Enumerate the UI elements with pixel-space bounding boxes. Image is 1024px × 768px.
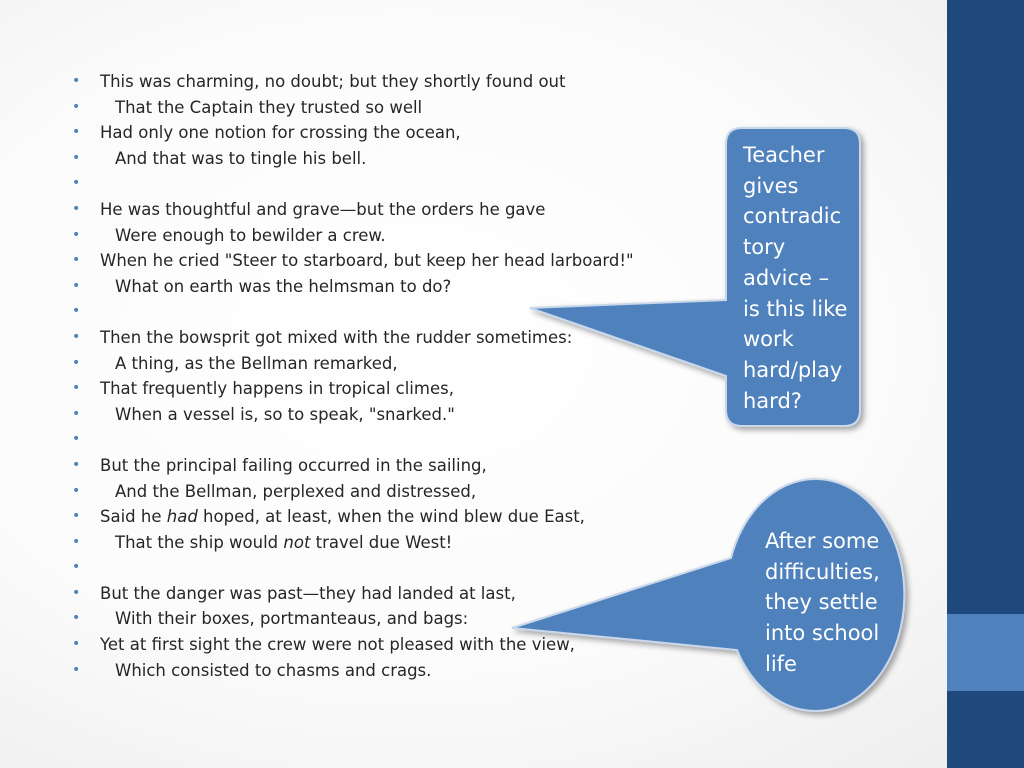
bullet-icon: • [72,456,81,473]
poem-line-text: A thing, as the Bellman remarked, [115,353,398,373]
poem-line-text: That frequently happens in tropical climes, [100,379,454,399]
emphasis-text: not [283,532,311,552]
bullet-icon: • [72,431,81,448]
bullet-icon: • [72,354,81,371]
callout-rect-text: Teacher gives contradic tory advice – is this like work hard/play hard? [743,143,848,413]
poem-line-text: Which consisted to chasms and crags. [115,660,432,680]
bullet-icon: • [72,559,81,576]
bullet-icon: • [72,380,81,397]
poem-line-text: This was charming, no doubt; but they shortly found out [100,72,566,91]
bullet-icon: • [72,661,81,678]
bullet-icon: • [72,200,81,217]
poem-line-text: Yet at first sight the crew were not pleased with the view, [100,635,575,655]
poem-line-text: That the Captain they trusted so well [115,97,423,117]
bullet-icon: • [72,405,81,422]
line-fragment: travel due West! [310,532,453,552]
emphasis-text: had [166,507,198,527]
poem-line-text: Were enough to bewilder a crew. [115,225,386,245]
bullet-icon: • [72,328,81,345]
poem-line-text: Then the bowsprit got mixed with the rudder sometimes: [100,327,573,347]
bullet-icon: • [72,303,81,320]
bullet-icon: • [72,610,81,627]
line-fragment: That the ship would [115,532,284,552]
poem-line-text: And that was to tingle his bell. [115,148,367,168]
bullet-icon: • [72,584,81,601]
bullet-icon: • [72,226,81,243]
poem-line-text: With their boxes, portmanteaus, and bags: [115,609,469,629]
bullet-icon: • [72,73,81,89]
poem-line-text: But the danger was past—they had landed at last, [100,583,516,603]
poem-line-text: He was thoughtful and grave—but the orders he gave [100,199,546,219]
poem-line-text: When a vessel is, so to speak, "snarked." [115,404,455,424]
bullet-icon: • [72,149,81,166]
bullet-icon: • [72,508,81,525]
bullet-icon: • [72,124,81,141]
poem-line-text: Had only one notion for crossing the ocean, [100,123,461,143]
line-fragment: hoped, at least, when the wind blew due East, [197,507,585,527]
poem-line-text: What on earth was the helmsman to do? [115,276,452,296]
bullet-icon: • [72,482,81,499]
line-fragment: Said he [100,507,167,527]
bullet-icon: • [72,277,81,294]
bullet-icon: • [72,175,81,192]
poem-line-text: But the principal failing occurred in the sailing, [100,455,487,475]
poem-line-text: And the Bellman, perplexed and distressed, [115,481,477,501]
bullet-icon: • [72,636,81,653]
bullet-icon: • [72,252,81,269]
bullet-icon: • [72,98,81,115]
callout-oval-text: After some difficulties, they settle into school life [765,529,880,676]
bullet-icon: • [72,533,81,550]
poem-line-text: When he cried "Steer to starboard, but keep her head larboard!" [100,251,634,271]
